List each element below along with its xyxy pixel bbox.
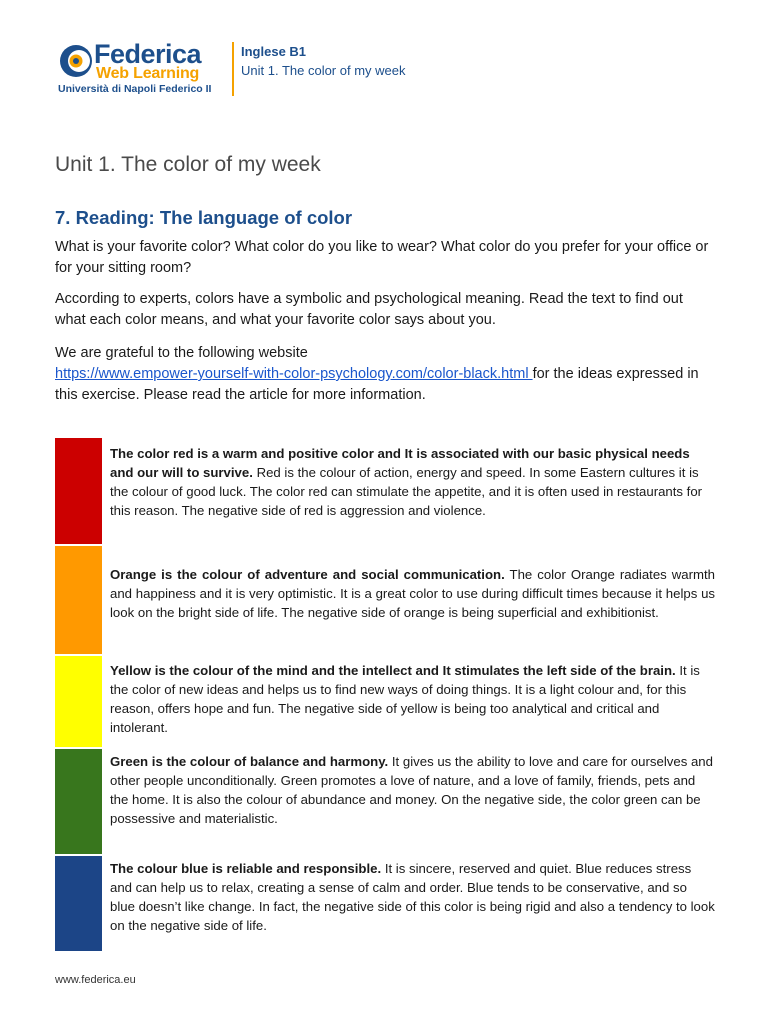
red-swatch [55, 438, 102, 544]
blue-description [110, 859, 715, 935]
footer-site[interactable]: www.federica.eu [55, 974, 136, 986]
course-name: Inglese B1 [241, 44, 307, 59]
green-swatch [55, 749, 102, 854]
source-intro-text: We are grateful to the following website [55, 345, 308, 361]
header-unit-label: Unit 1. The color of my week [241, 63, 406, 78]
blue-body: It is sincere, reserved and quiet. Blue reduces stress and can help us to relax, creating a sense of calm and order. Blue tends to be conservative, and so blue doesn’t like change. In fact, the negative side of this color is being rigid and also a tendency to look on the negative side of life. [110, 861, 715, 933]
blue-swatch [55, 856, 102, 951]
red-description [110, 444, 715, 520]
yellow-description [110, 661, 715, 737]
logo-sub-text: Web Learning [96, 65, 200, 82]
green-heading: Green is the colour of balance and harmony. [110, 754, 389, 769]
color-row-blue [55, 856, 715, 951]
source-link[interactable]: https://www.empower-yourself-with-color-psychology.com/color-black.html [55, 366, 533, 382]
green-description [110, 752, 715, 828]
green-body: It gives us the ability to love and care for ourselves and other people unconditionally. Green promotes a love of nature, and a love of family, friends, pets and the home. It is also the colour of abundance and money. On the negative side, the color green can be possessive and materialistic. [110, 754, 713, 826]
federica-logo[interactable] [55, 40, 233, 98]
experts-paragraph: According to experts, colors have a symbolic and psychological meaning. Read the text to find out what each color means, and what your favorite color says about you. [55, 291, 683, 328]
logo-brand-text: Federica [94, 39, 202, 69]
section-title: 7. Reading: The language of color [55, 207, 353, 228]
red-heading: The color red is a warm and positive color and It is associated with our basic physical needs and our will to survive. [110, 446, 690, 480]
orange-swatch [55, 546, 102, 654]
intro-paragraph: What is your favorite color? What color do you like to wear? What color do you prefer for your office or for your sitting room? [55, 239, 709, 276]
yellow-heading: Yellow is the colour of the mind and the intellect and It stimulates the left side of the brain. [110, 663, 676, 678]
yellow-body: It is the color of new ideas and helps us to find new ways of doing things. It is a light colour and, for this reason, offers hope and fun. The negative side of yellow is being too analytical and critical and intolerant. [110, 663, 700, 735]
yellow-swatch [55, 656, 102, 747]
logo-university-text: Università di Napoli Federico II [58, 83, 212, 95]
orange-heading: Orange is the colour of adventure and social communication. [110, 567, 505, 582]
orange-body: The color Orange radiates warmth and happiness and it is very optimistic. It is a great color to use during difficult times because it helps us look on the bright side of life. The negative side of orange is being superficial and exhibitionist. [110, 567, 715, 620]
orange-description [110, 565, 715, 622]
color-row-red [55, 438, 715, 544]
source-outro-text: for the ideas expressed in this exercise. Please read the article for more information. [55, 366, 699, 403]
color-row-yellow [55, 656, 715, 747]
color-row-orange [55, 546, 715, 654]
blue-heading: The colour blue is reliable and responsible. [110, 861, 382, 876]
source-paragraph [55, 343, 715, 406]
header-divider [232, 42, 234, 96]
header [55, 40, 715, 100]
color-row-green [55, 749, 715, 854]
federica-logo-icon [58, 43, 94, 79]
unit-title: Unit 1. The color of my week [55, 153, 321, 176]
red-body: Red is the colour of action, energy and speed. In some Eastern cultures it is the colour of good luck. The color red can stimulate the appetite, and it is often used in restaurants for this reason. The negative side of red is aggression and violence. [110, 465, 703, 518]
